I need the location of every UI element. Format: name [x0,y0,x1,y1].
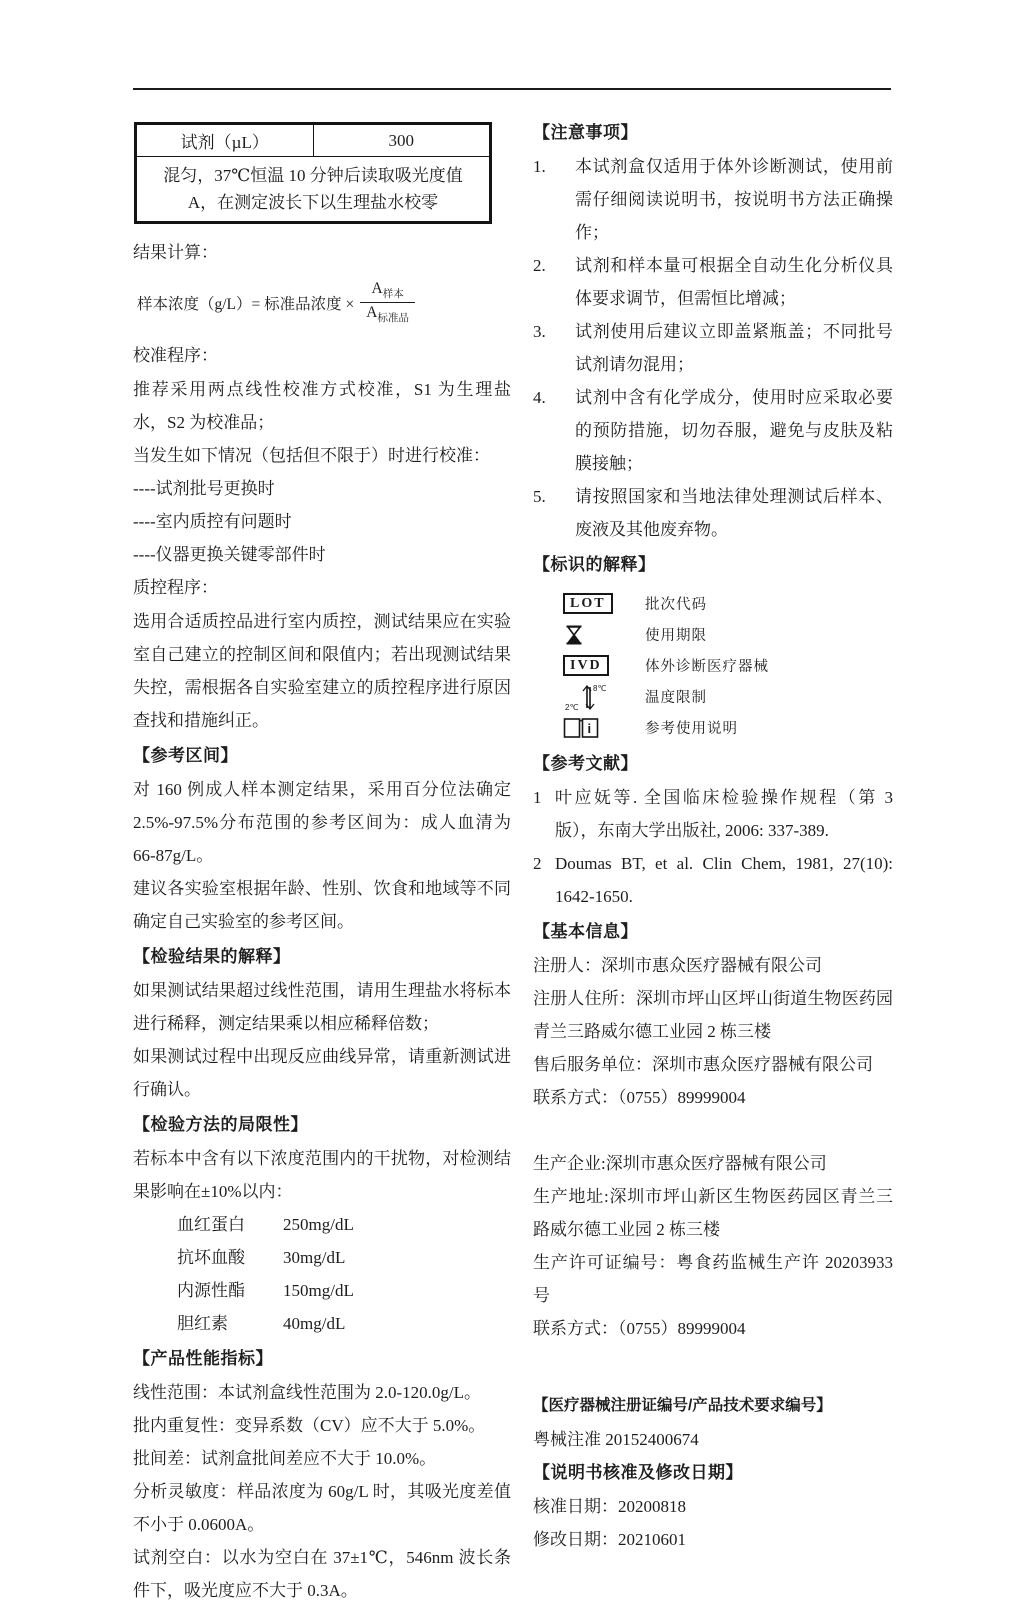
fraction-numerator: $A_{样本}$ [360,280,415,303]
section-heading-limitations: 【检验方法的局限性】 [133,1115,308,1135]
symbols-legend [563,588,893,743]
interferent-row: 抗坏血酸 30mg/dL [177,1248,346,1268]
table-row [136,124,491,157]
calibration-label: 校准程序： [133,346,218,366]
interferent-row: 内源性酯 150mg/dL [177,1281,354,1301]
interferent-row: 胆红素 40mg/dL [177,1314,346,1334]
result-interpretation-paragraph: 如果测试过程中出现反应曲线异常，请重新测试进行确认。 [133,1047,511,1100]
manufacturer-line: 生产许可证编号：粤食药监械生产许 20203933 号 [533,1253,893,1305]
limitations-intro: 若标本中含有以下浓度范围内的干扰物，对检测结果影响在±10%以内： [133,1149,511,1202]
symbol-desc: 参考使用说明 [645,721,738,737]
svg-text:8℃: 8℃ [593,683,607,693]
performance-line: 试剂空白：以水为空白在 37±1℃，546nm 波长条件下，吸光度应不大于 0.3A。 [133,1548,511,1601]
temperature-limit-icon [563,682,615,712]
section-heading-precautions: 【注意事项】 [533,123,638,142]
manufacturer-line: 生产地址:深圳市坪山新区生物医药园区青兰三路威尔德工业园 2 栋三楼 [533,1187,893,1239]
right-column [533,116,893,1556]
section-heading-symbols: 【标识的解释】 [533,555,656,574]
symbol-row-temperature [563,681,893,712]
manufacturer-line: 联系方式：（0755）89999004 [533,1319,746,1338]
left-column [133,116,511,1607]
table-cell-reagent-label: 试剂（µL） [136,124,314,157]
reference-item: 1 叶应妩等. 全国临床检验操作规程（第 3 版），东南大学出版社, 2006: 337-389. [533,788,893,840]
basic-info-line: 联系方式：（0755）89999004 [533,1088,746,1107]
section-heading-references: 【参考文献】 [533,754,638,773]
hourglass-icon [563,624,585,646]
symbol-row-consult-ifu [563,712,893,743]
symbol-desc: 体外诊断医疗器械 [645,659,769,675]
ivd-symbol-icon: IVD [563,655,609,676]
revision-date: 修改日期：20210601 [533,1530,686,1549]
section-heading-basic-info: 【基本信息】 [533,922,638,941]
manufacturer-line: 生产企业:深圳市惠众医疗器械有限公司 [533,1154,827,1173]
precaution-item: 3. 试剂使用后建议立即盖紧瓶盖；不同批号试剂请勿混用； [533,322,893,374]
interferent-row: 血红蛋白 250mg/dL [177,1215,354,1235]
reagent-volume-table [134,122,492,224]
precaution-item: 1. 本试剂盒仅适用于体外诊断测试，使用前需仔细阅读说明书，按说明书方法正确操作； [533,157,893,242]
svg-text:2℃: 2℃ [565,702,579,712]
result-calc-label: 结果计算： [133,243,218,262]
symbol-row-ivd [563,650,893,681]
formula-prefix: 样本浓度（g/L）= 标准品浓度 × [137,295,355,313]
section-heading-performance: 【产品性能指标】 [133,1349,273,1369]
calibration-line: ----仪器更换关键零部件时 [133,545,326,565]
consult-instructions-icon [563,717,599,739]
approval-date: 核准日期：20200818 [533,1497,686,1516]
performance-line: 线性范围：本试剂盒线性范围为 2.0-120.0g/L。 [133,1383,482,1403]
svg-text:i: i [587,720,592,736]
symbol-row-lot [563,588,893,619]
section-heading-registration: 【医疗器械注册证编号/产品技术要求编号】 [533,1397,832,1414]
symbol-row-expiry [563,619,893,650]
reference-interval-paragraph: 建议各实验室根据年龄、性别、饮食和地域等不同确定自己实验室的参考区间。 [133,879,511,932]
calibration-line: 当发生如下情况（包括但不限于）时进行校准： [133,446,490,466]
header-rule [133,88,891,90]
precaution-item: 5. 请按照国家和当地法律处理测试后样本、废液及其他废弃物。 [533,487,893,539]
calibration-line: ----试剂批号更换时 [133,479,275,499]
precaution-item: 4. 试剂中含有化学成分，使用时应采取必要的预防措施，切勿吞服，避免与皮肤及粘膜接触； [533,388,893,473]
registration-number: 粤械注准 20152400674 [533,1430,699,1449]
section-heading-reference-interval: 【参考区间】 [133,746,238,766]
qc-text: 选用合适质控品进行室内质控，测试结果应在实验室自己建立的控制区间和限值内；若出现测试结果失控，需根据各自实验室建立的质控程序进行原因查找和措施纠正。 [133,612,511,731]
calibration-line: 推荐采用两点线性校准方式校准，S1 为生理盐水，S2 为校准品； [133,380,511,433]
section-heading-dates: 【说明书核准及修改日期】 [533,1463,743,1482]
lot-symbol-icon: LOT [563,593,613,614]
performance-line: 分析灵敏度：样品浓度为 60g/L 时，其吸光度差值不小于 0.0600A。 [133,1482,511,1535]
symbol-desc: 批次代码 [645,597,707,613]
section-heading-result-interpretation: 【检验结果的解释】 [133,947,291,967]
basic-info-line: 注册人住所：深圳市坪山区坪山街道生物医药园青兰三路威尔德工业园 2 栋三楼 [533,989,893,1041]
reference-interval-paragraph: 对 160 例成人样本测定结果，采用百分位法确定 2.5%-97.5%分布范围的参考区间为：成人血清为 66-87g/L。 [133,780,511,866]
result-interpretation-paragraph: 如果测试结果超过线性范围，请用生理盐水将标本进行稀释，测定结果乘以相应稀释倍数； [133,981,511,1034]
table-row [136,157,491,223]
calibration-line: ----室内质控有问题时 [133,512,292,532]
formula-fraction [360,280,415,325]
symbol-desc: 温度限制 [645,690,707,706]
reference-item: 2 Doumas BT, et al. Clin Chem, 1981, 27(10): 1642-1650. [533,854,893,906]
concentration-formula [137,280,511,325]
spacer [533,1114,893,1147]
table-cell-reagent-volume: 300 [313,124,491,157]
precaution-item: 2. 试剂和样本量可根据全自动生化分析仪具体要求调节，但需恒比增减； [533,256,893,308]
basic-info-line: 注册人：深圳市惠众医疗器械有限公司 [533,956,822,975]
performance-line: 批间差：试剂盒批间差应不大于 10.0%。 [133,1449,437,1469]
table-cell-procedure-note: 混匀，37℃恒温 10 分钟后读取吸光度值 A，在测定波长下以生理盐水校零 [136,157,491,223]
spacer [533,1345,893,1389]
fraction-denominator: $A_{标准品}$ [366,304,409,325]
basic-info-line: 售后服务单位：深圳市惠众医疗器械有限公司 [533,1055,873,1074]
performance-line: 批内重复性：变异系数（CV）应不大于 5.0%。 [133,1416,486,1436]
symbol-desc: 使用期限 [645,628,707,644]
qc-label: 质控程序： [133,578,218,598]
